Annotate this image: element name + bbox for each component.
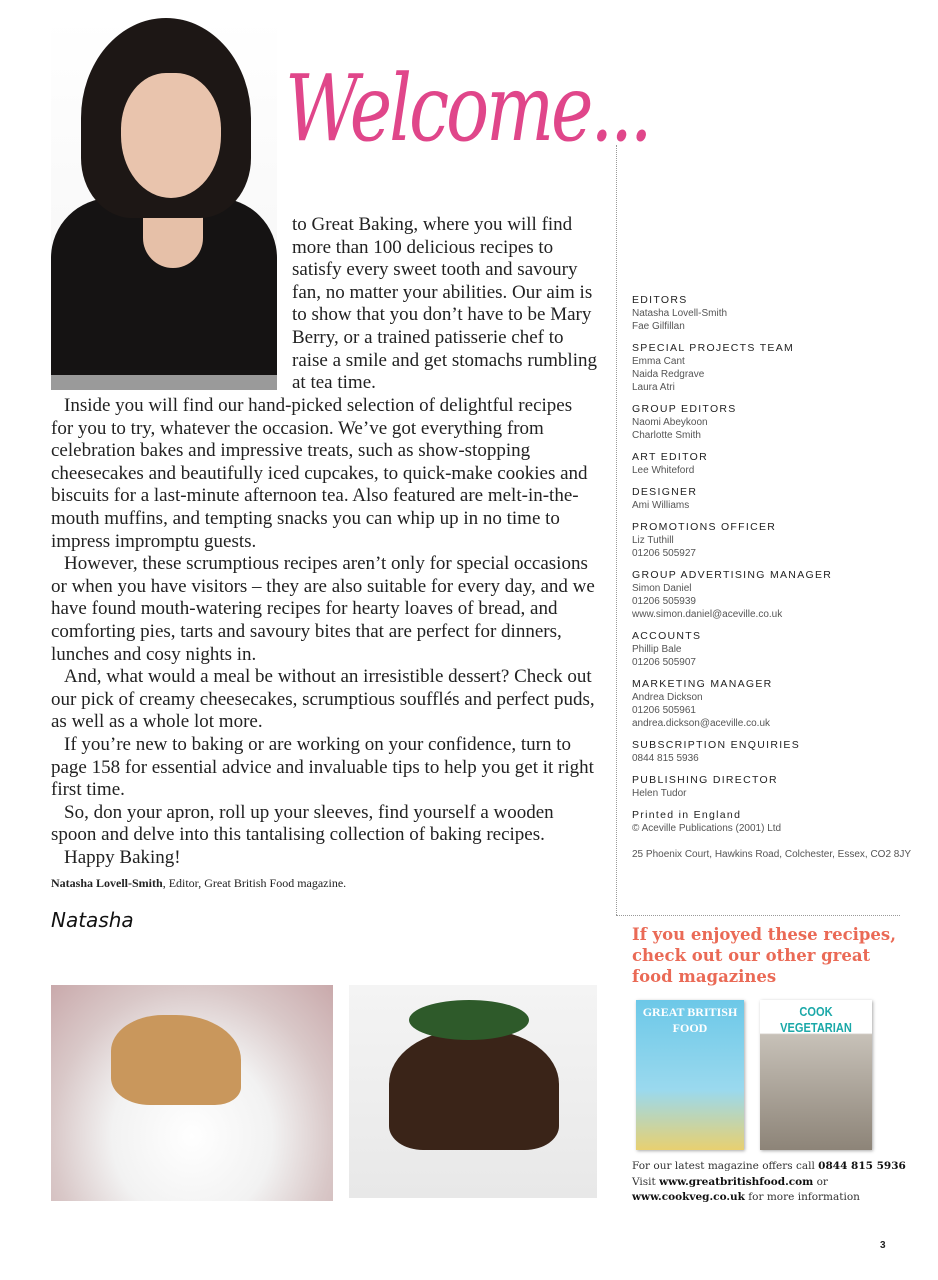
cook-vegetarian-cover[interactable] (760, 1000, 872, 1150)
cake-photo (51, 985, 333, 1201)
credit-title: EDITORS (632, 294, 688, 306)
signoff (51, 876, 346, 891)
credit-group (632, 678, 912, 730)
editor-photo (51, 18, 277, 390)
credit-title: DESIGNER (632, 486, 698, 498)
credit-title: SPECIAL PROJECTS TEAM (632, 342, 795, 354)
credit-group (632, 486, 912, 512)
credit-line: Fae Gilfillan (632, 321, 685, 332)
credit-line: Lee Whiteford (632, 465, 695, 476)
site-link[interactable]: www.greatbritishfood.com (659, 1175, 814, 1188)
credit-group (632, 774, 912, 800)
credit-line: Helen Tudor (632, 788, 687, 799)
credit-title: PUBLISHING DIRECTOR (632, 774, 778, 786)
paragraph: However, these scrumptious recipes aren’t only for special occasions or when you have visitors – they are also suitable for every day, and we have found mouth-watering recipes for hearty loaves of bread, and comforting pies, tarts and savoury bites that are perfect for dinners, lunches and cosy nights in. (51, 553, 595, 665)
christmas-pudding-photo (349, 985, 597, 1198)
credit-line: 01206 505939 (632, 596, 696, 607)
or-label: or (813, 1175, 828, 1188)
credit-line: Phillip Bale (632, 644, 682, 655)
credit-line: © Aceville Publications (2001) Ltd (632, 823, 782, 834)
credit-title: Printed in England (632, 809, 742, 821)
paragraph: If you’re new to baking or are working on your confidence, turn to page 158 for essential advice and invaluable tips to help you get it right first time. (51, 733, 594, 801)
credit-line: 01206 505907 (632, 657, 696, 668)
credit-group (632, 342, 912, 394)
credit-title: ART EDITOR (632, 451, 709, 463)
body-text (51, 395, 596, 869)
credit-line: 0844 815 5936 (632, 753, 699, 764)
paragraph: Happy Baking! (64, 846, 181, 868)
credit-group (632, 809, 912, 835)
paragraph: Inside you will find our hand-picked selection of delightful recipes for you to try, whatever the occasion. We’ve got everything from celebration bakes and impressive treats, such as show-stopping cheesecakes and beautifully iced cupcakes, to quick-make cookies and biscuits for a last-minute afternoon tea. Also featured are melt-in-the-mouth muffins, and tempting snacks you can whip up in no time to impress impromptu guests. (51, 395, 588, 552)
info-label: for more information (744, 1191, 860, 1203)
paragraph: And, what would a meal be without an irresistible dessert? Check out our pick of creamy cheesecakes, scrumptious soufflés and perfect puds, as well as a whole lot more. (51, 666, 595, 733)
promo-heading: If you enjoyed these recipes, check out our other great food magazines (632, 925, 896, 986)
credit-line: Natasha Lovell-Smith (632, 308, 728, 319)
paragraph: So, don your apron, roll up your sleeves, find yourself a wooden spoon and delve into this tantalising collection of baking recipes. (51, 801, 554, 846)
column-divider (616, 145, 617, 915)
credit-group (632, 451, 912, 477)
credit-title: MARKETING MANAGER (632, 678, 773, 690)
credit-line: Naida Redgrave (632, 369, 705, 380)
credit-group (632, 403, 912, 442)
credit-line: Ami Williams (632, 500, 690, 511)
credit-line: 01206 505927 (632, 548, 696, 559)
credit-title: SUBSCRIPTION ENQUIRIES (632, 739, 801, 751)
credit-line: andrea.dickson@aceville.co.uk (632, 718, 771, 729)
offers-text (632, 1159, 922, 1206)
cover-title: COOK VEGETARIAN (780, 1004, 852, 1035)
credit-group (632, 739, 912, 765)
offer-label: For our latest magazine offers call (632, 1160, 819, 1172)
credit-title: GROUP ADVERTISING MANAGER (632, 569, 833, 581)
credit-line: Emma Cant (632, 356, 685, 367)
cover-title: GREAT BRITISH FOOD (642, 1005, 738, 1035)
credit-group (632, 521, 912, 560)
editor-role: , Editor, Great British Food magazine. (162, 876, 347, 890)
section-divider (616, 915, 900, 916)
visit-label: Visit (632, 1175, 660, 1188)
credit-title: PROMOTIONS OFFICER (632, 521, 777, 533)
credit-line: Simon Daniel (632, 583, 692, 594)
credit-line: Charlotte Smith (632, 430, 701, 441)
offer-phone: 0844 815 5936 (818, 1160, 906, 1172)
address: 25 Phoenix Court, Hawkins Road, Colchester, Essex, CO2 8JY (632, 849, 912, 860)
signature: Natasha (51, 908, 134, 932)
credit-group (632, 569, 912, 621)
credit-line: www.simon.daniel@aceville.co.uk (632, 609, 783, 620)
site-link[interactable]: www.cookveg.co.uk (632, 1191, 745, 1203)
page-number: 3 (880, 1240, 886, 1251)
intro-text: to Great Baking, where you will find more than 100 delicious recipes to satisfy every sweet tooth and savoury fan, no matter your abilities. Our aim is to show that you don’t have to be Mary Berry, or a trained patisserie chef to raise a smile and get stomachs rumbling at tea time. (292, 214, 597, 394)
credits-list (632, 294, 912, 860)
credit-group (632, 294, 912, 333)
great-british-food-cover[interactable] (636, 1000, 744, 1150)
credit-line: Naomi Abeykoon (632, 417, 708, 428)
credit-title: GROUP EDITORS (632, 403, 737, 415)
editor-name: Natasha Lovell-Smith (51, 876, 163, 890)
credit-line: Laura Atri (632, 382, 675, 393)
credit-line: Andrea Dickson (632, 692, 703, 703)
credit-line: Liz Tuthill (632, 535, 674, 546)
page-title: Welcome... (285, 55, 650, 162)
credit-line: 01206 505961 (632, 705, 696, 716)
credit-group (632, 630, 912, 669)
credit-title: ACCOUNTS (632, 630, 702, 642)
